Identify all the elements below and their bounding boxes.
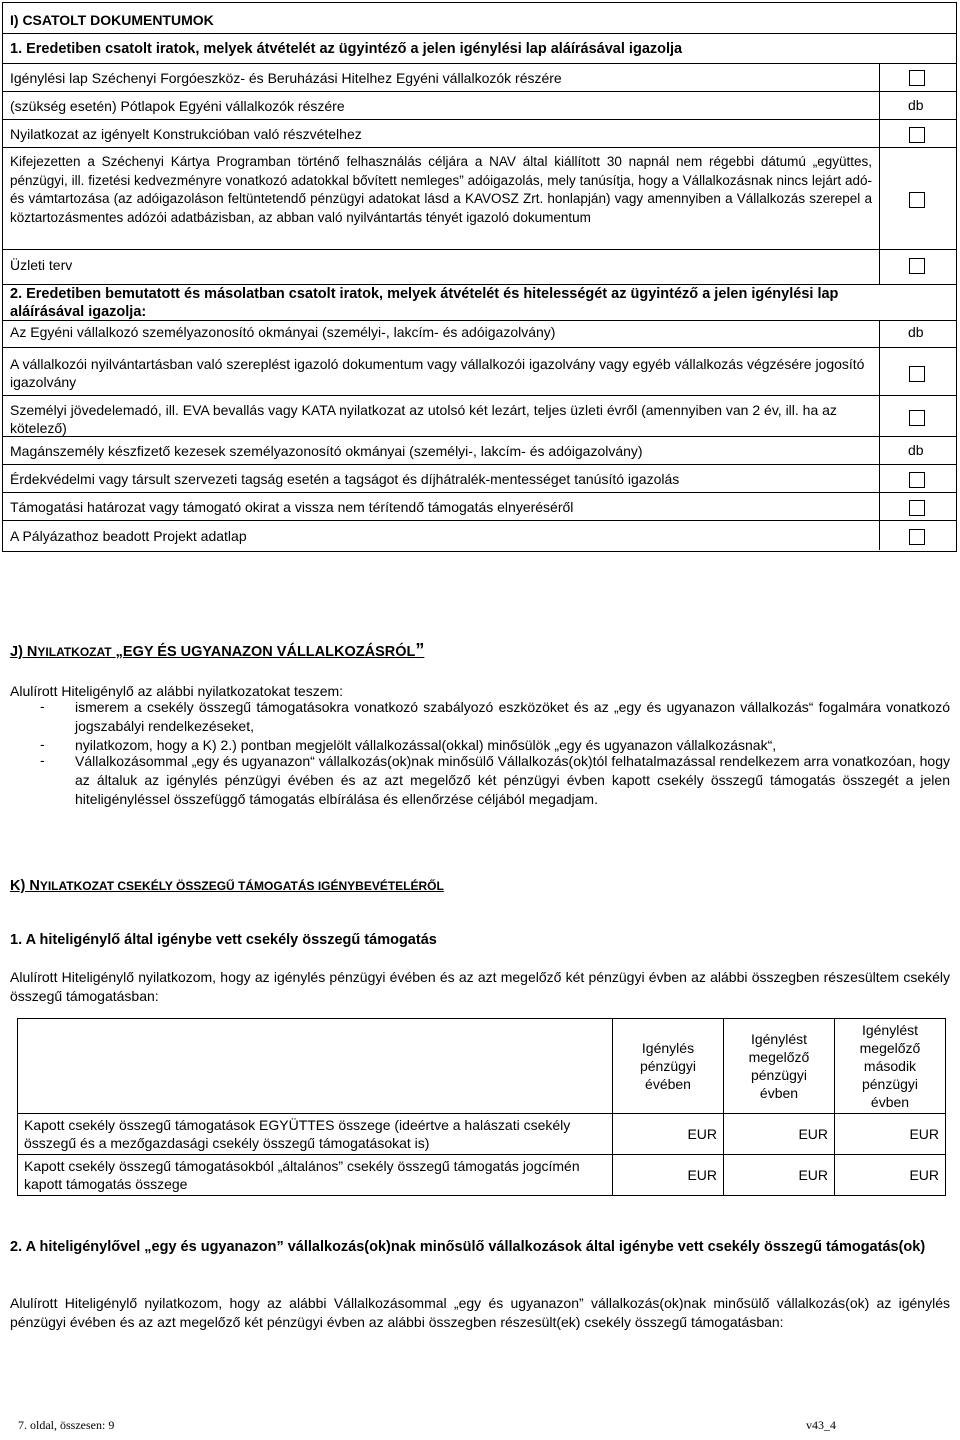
divider bbox=[3, 395, 956, 396]
row-tax-certificate: Kifejezetten a Széchenyi Kártya Programban történő felhasználás céljára a NAV által kiállított 30 napnál nem régebbi dátumú „együttes, pénzügyi, ill. fizetési kedvezményre vonatkozó adatokkal bővített nemleges” adóigazolás, mely tanúsítja, hogy a Vállalkozásnak nincs lejárt adó- és vámtartozása (az adóigazoláson feltüntetendő pénzügyi adatokat lásd a KAVOSZ Zrt. honlapján) vagy amennyiben a Vállalkozás szerepel a köztartozásmentes adózói adatbázisban, az abban való nyilvántartás tényét igazoló dokumentum bbox=[10, 154, 872, 225]
row-project-sheet: A Pályázathoz beadott Projekt adatlap bbox=[10, 528, 247, 544]
checkbox[interactable] bbox=[909, 192, 925, 208]
row-guarantor-id: Magánszemély készfizető kezesek személyazonosító okmányai (személyi-, lakcím- és adóigazolvány) bbox=[10, 443, 643, 459]
divider bbox=[3, 63, 956, 64]
section-i-sub1: 1. Eredetiben csatolt iratok, melyek átvételét az ügyintéző a jelen igénylési lap aláírásával igazolja bbox=[10, 41, 683, 57]
row-grant-decision: Támogatási határozat vagy támogató okirat a vissza nem térítendő támogatás elnyeréséről bbox=[10, 499, 574, 515]
row-business-plan: Üzleti terv bbox=[10, 257, 73, 273]
section-k-paragraph-2: Alulírott Hiteligénylő nyilatkozom, hogy az alábbi Vállalkozásommal „egy és ugyanazon” vállalkozás(ok)nak minősülő vállalkozás(ok) az igénylés pénzügyi évében és az azt megelőző két pénzügyi évben az alábbi összegben részesült(ek) csekély összegű támogatásban: bbox=[10, 1295, 950, 1330]
row-tax-return: Személyi jövedelemadó, ill. EVA bevallás vagy KATA nyilatkozat az utolsó két lezárt, teljes üzleti évről (amennyiben van 2 év, ill. ha az kötelező) bbox=[10, 402, 837, 436]
statement-2: nyilatkozom, hogy a K) 2.) pontban megjelölt vállalkozással(okkal) minősülök „egy és ugyanazon vállalkozásnak“, bbox=[75, 737, 777, 753]
de-minimis-table bbox=[17, 1018, 946, 1196]
bullet-mark: - bbox=[40, 736, 45, 752]
bullet-mark: - bbox=[40, 698, 45, 714]
amount-cell[interactable]: EUR bbox=[613, 1155, 724, 1196]
divider bbox=[3, 119, 956, 120]
section-k-title: K) NYILATKOZAT CSEKÉLY ÖSSZEGŰ TÁMOGATÁS IGÉNYBEVÉTELÉRŐL bbox=[10, 878, 444, 894]
divider bbox=[3, 464, 956, 465]
divider bbox=[3, 91, 956, 92]
col-header-second-previous-year: Igénylést megelőző második pénzügyi évben bbox=[835, 1019, 946, 1114]
section-i-title: I) CSATOLT DOKUMENTUMOK bbox=[10, 12, 214, 28]
divider bbox=[3, 320, 956, 321]
row-supplementary-sheets: (szükség esetén) Pótlapok Egyéni vállalkozók részére bbox=[10, 98, 345, 114]
checkbox[interactable] bbox=[909, 258, 925, 274]
divider bbox=[3, 249, 956, 250]
checkbox[interactable] bbox=[909, 410, 925, 426]
section-k-heading-1: 1. A hiteligénylő által igénybe vett csekély összegű támogatás bbox=[10, 932, 437, 948]
bullet-mark: - bbox=[40, 752, 45, 768]
checkbox[interactable] bbox=[909, 366, 925, 382]
row-id-documents: Az Egyéni vállalkozó személyazonosító okmányai (személyi-, lakcím- és adóigazolvány) bbox=[10, 324, 556, 340]
checkbox[interactable] bbox=[909, 529, 925, 545]
section-k-heading-2: 2. A hiteligénylővel „egy és ugyanazon” vállalkozás(ok)nak minősülő vállalkozások által igénybe vett csekély összegű támogatás(ok) bbox=[10, 1239, 926, 1255]
statement-3: Vállalkozásommal „egy és ugyanazon“ vállalkozás(ok)nak minősülő Vállalkozás(ok)tól felhatalmazással rendelkezem arra vonatkozóan, hogy az általuk az igénylés pénzügyi évében és az azt megelőző két pénzügyi évben kapott csekély összegű támogatás összegét a jelen hiteligényléssel összefüggő támogatás elbírálása és ellenőrzése céljából megadjam. bbox=[75, 753, 950, 807]
db-label: db bbox=[908, 324, 924, 340]
column-divider bbox=[879, 63, 880, 285]
divider bbox=[3, 492, 956, 493]
db-label: db bbox=[908, 442, 924, 458]
divider bbox=[3, 147, 956, 148]
column-divider bbox=[879, 320, 880, 550]
checkbox[interactable] bbox=[909, 70, 925, 86]
row-registry: A vállalkozói nyilvántartásban való szereplést igazoló dokumentum vagy vállalkozói igazolvány vagy egyéb vállalkozás végzésére jogosító igazolvány bbox=[10, 356, 865, 390]
row-declaration: Nyilatkozat az igényelt Konstrukcióban való részvételhez bbox=[10, 126, 362, 142]
row-label-total: Kapott csekély összegű támogatások EGYÜTTES összege (ideértve a halászati csekély összegű és a mezőgazdasági csekély összegű támogatásokat is) bbox=[18, 1114, 613, 1155]
row-membership: Érdekvédelmi vagy társult szervezeti tagság esetén a tagságot és díjhátralék-mentességet tanúsító igazolás bbox=[10, 471, 680, 487]
amount-cell[interactable]: EUR bbox=[724, 1155, 835, 1196]
col-header-current-year: Igénylés pénzügyi évében bbox=[613, 1019, 724, 1114]
amount-cell[interactable]: EUR bbox=[613, 1114, 724, 1155]
section-k-paragraph-1: Alulírott Hiteligénylő nyilatkozom, hogy az igénylés pénzügyi évében és az azt megelőző két pénzügyi évben az alábbi összegben részesültem csekély összegű támogatásban: bbox=[10, 969, 950, 1004]
divider bbox=[3, 347, 956, 348]
checkbox[interactable] bbox=[909, 472, 925, 488]
table-corner bbox=[18, 1019, 613, 1114]
divider bbox=[3, 436, 956, 437]
statement-1: ismerem a csekély összegű támogatásokra vonatkozó szabályozó eszközöket és az „egy és ugyanazon vállalkozás“ fogalmára vonatkozó jogszabályi rendelkezéseket, bbox=[75, 699, 950, 734]
section-j-intro: Alulírott Hiteligénylő az alábbi nyilatkozatokat teszem: bbox=[10, 683, 344, 699]
amount-cell[interactable]: EUR bbox=[724, 1114, 835, 1155]
db-label: db bbox=[908, 97, 924, 113]
col-header-previous-year: Igénylést megelőző pénzügyi évben bbox=[724, 1019, 835, 1114]
row-label-general: Kapott csekély összegű támogatásokból „általános” csekély összegű támogatás jogcímén kapott támogatás összege bbox=[18, 1155, 613, 1196]
divider bbox=[3, 33, 956, 34]
page-number: 7. oldal, összesen: 9 bbox=[18, 1418, 115, 1432]
divider bbox=[3, 520, 956, 521]
row-application-form: Igénylési lap Széchenyi Forgóeszköz- és Beruházási Hitelhez Egyéni vállalkozók részére bbox=[10, 70, 562, 86]
amount-cell[interactable]: EUR bbox=[835, 1114, 946, 1155]
checkbox[interactable] bbox=[909, 500, 925, 516]
version-label: v43_4 bbox=[806, 1418, 836, 1432]
checkbox[interactable] bbox=[909, 127, 925, 143]
section-i-sub2: 2. Eredetiben bemutatott és másolatban csatolt iratok, melyek átvételét és hitelességét az ügyintéző a jelen igénylési lap aláírásával igazolja: bbox=[10, 286, 839, 320]
amount-cell[interactable]: EUR bbox=[835, 1155, 946, 1196]
section-j-title: J) NYILATKOZAT „EGY ÉS UGYANAZON VÁLLALKOZÁSRÓL” bbox=[10, 640, 425, 660]
